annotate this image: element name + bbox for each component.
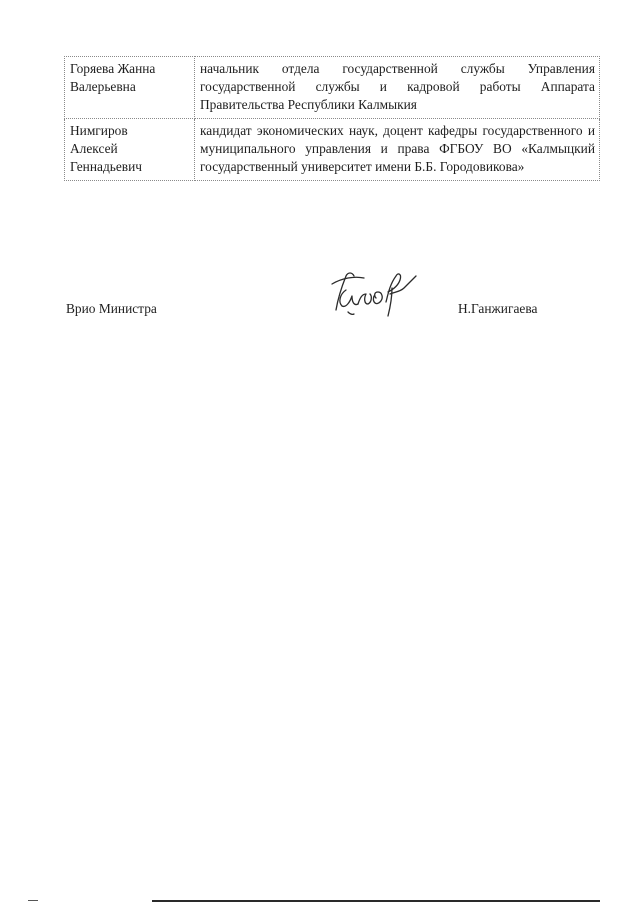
member-name-line: Валерьевна [70, 79, 136, 94]
table-row [65, 57, 600, 119]
signer-title: Врио Министра [66, 301, 157, 316]
table-row [65, 119, 600, 181]
member-name-line: Алексей [70, 141, 118, 156]
member-name-line: Нимгиров [70, 123, 128, 138]
footer-mark [28, 900, 38, 901]
member-description-cell: кандидат экономических наук, доцент кафедры государственного и муниципального управления и права ФГБОУ ВО «Калмыцкий государственный университет имени Б.Б. Городовикова» [195, 119, 600, 181]
member-description-cell: начальник отдела государственной службы Управления государственной службы и кадровой работы Аппарата Правительства Республики Калмыкия [195, 57, 600, 119]
signer-name: Н.Ганжигаева [458, 301, 538, 316]
member-name-cell [65, 119, 195, 181]
member-name-line: Геннадьевич [70, 159, 143, 174]
footer-rule [152, 900, 600, 902]
handwritten-signature [328, 268, 420, 320]
member-name-line: Горяева Жанна [70, 61, 156, 76]
members-table [64, 56, 600, 181]
member-name-cell [65, 57, 195, 119]
